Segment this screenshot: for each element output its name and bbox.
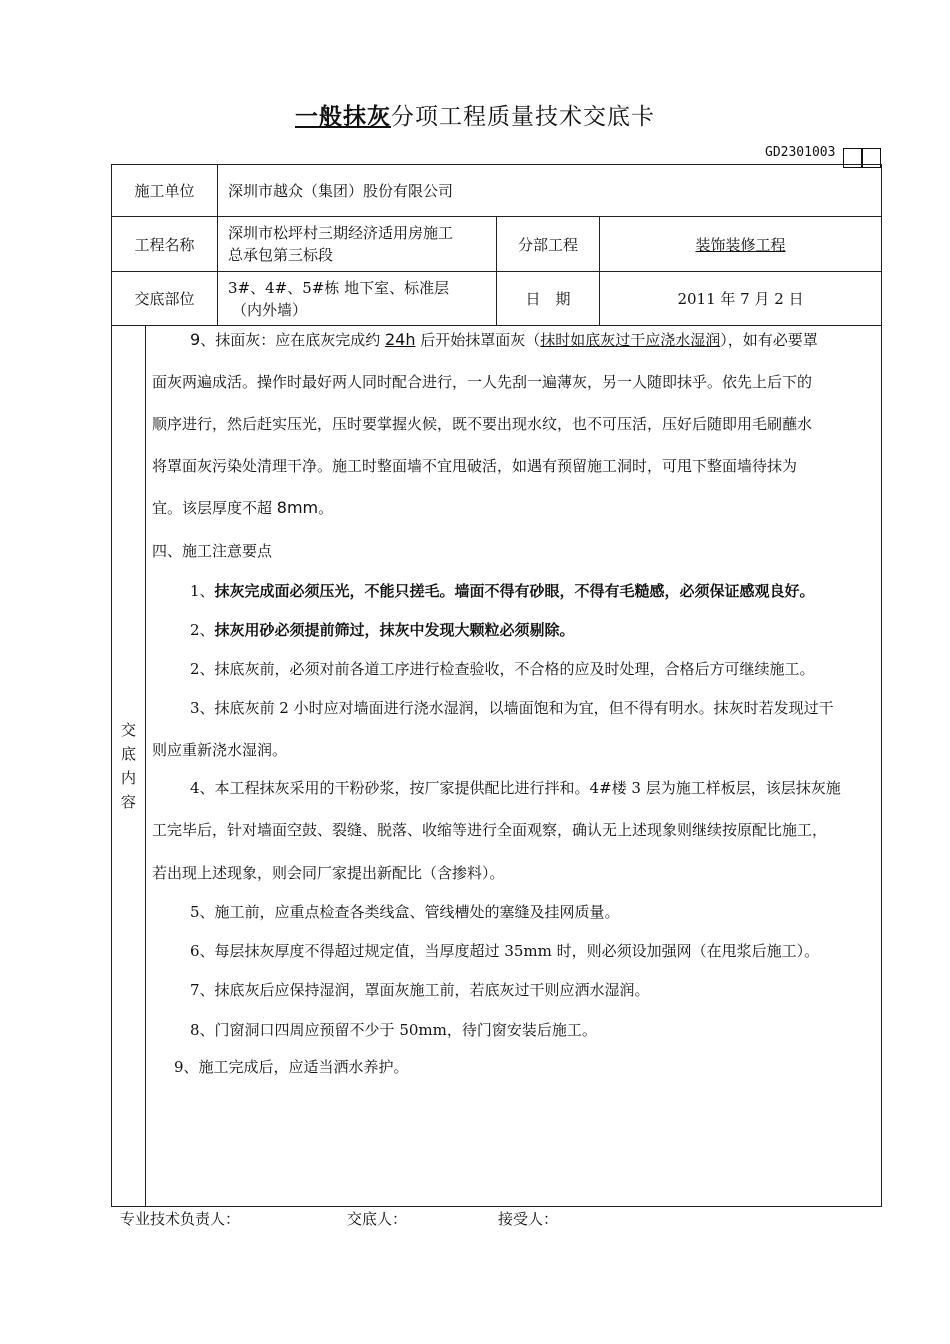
disclosure-table	[111, 164, 882, 1207]
note-5-line2: 工完毕后，针对墙面空鼓、裂缝、脱落、收缩等进行全面观察，确认无上述现象则继续按原配比施工，	[152, 821, 828, 839]
note-5-line1: 4、本工程抹灰采用的干粉砂浆，按厂家提供配比进行拌和。4#楼 3 层为施工样板层，该层抹灰施	[190, 779, 841, 797]
part-label: 交底部位	[112, 272, 218, 326]
doc-code: GD2301003	[765, 145, 836, 160]
footer-giver: 交底人：	[347, 1210, 408, 1228]
p1-line1: 9、抹面灰：应在底灰完成约 24h 后开始抹罩面灰（抹时如底灰过干应浇水湿润），如有必要罩	[190, 330, 818, 349]
project-label: 工程名称	[112, 217, 218, 272]
document-title	[0, 98, 950, 131]
unit-value: 深圳市越众（集团）股份有限公司	[218, 165, 882, 217]
p1-line2: 面灰两遍成活。操作时最好两人同时配合进行，一人先刮一遍薄灰，另一人随即抹乎。依先上后下的	[152, 373, 813, 391]
content-body	[146, 326, 882, 1207]
note-5-line3: 若出现上述现象，则会同厂家提出新配比（含掺料）。	[152, 864, 505, 882]
sub-value: 装饰装修工程	[600, 217, 882, 272]
note-8: 7、抹底灰后应保持湿润，罩面灰施工前，若底灰过干则应洒水湿润。	[190, 981, 650, 999]
note-3: 2、抹底灰前，必须对前各道工序进行检查验收，不合格的应及时处理，合格后方可继续施工。	[190, 660, 815, 678]
note-6: 5、施工前，应重点检查各类线盒、管线槽处的塞缝及挂网质量。	[190, 903, 620, 921]
title-bold: 一般抹灰	[295, 104, 391, 130]
note-1: 1、抹灰完成面必须压光，不能只搓毛。墙面不得有砂眼，不得有毛糙感，必须保证感观良好。	[190, 582, 815, 600]
footer-receiver: 接受人：	[498, 1210, 559, 1228]
p1-line5: 宜。该层厚度不超 8mm。	[152, 498, 334, 517]
project-value: 深圳市松坪村三期经济适用房施工 总承包第三标段	[218, 217, 497, 272]
note-10: 9、施工完成后，应适当洒水养护。	[174, 1058, 409, 1076]
part-value: 3#、4#、5#栋 地下室、标准层 （内外墙）	[218, 272, 497, 326]
note-7: 6、每层抹灰厚度不得超过规定值，当厚度超过 35mm 时，则必须设加强网（在甩浆后施工）。	[190, 942, 820, 960]
p1-line3: 顺序进行，然后赶实压光，压时要掌握火候，既不要出现水纹，也不可压活，压好后随即用毛刷蘸水	[152, 415, 813, 433]
note-4-line1: 3、抹底灰前 2 小时应对墙面进行浇水湿润，以墙面饱和为宜，但不得有明水。抹灰时若发现过干	[190, 699, 834, 717]
sub-label: 分部工程	[497, 217, 600, 272]
unit-label: 施工单位	[112, 165, 218, 217]
section-heading: 四、施工注意要点	[152, 542, 273, 560]
title-rest: 分项工程质量技术交底卡	[391, 104, 655, 130]
date-label: 日 期	[497, 272, 600, 326]
footer-tech-lead: 专业技术负责人：	[120, 1210, 241, 1228]
content-label: 交 底 内 容	[112, 326, 146, 1207]
note-9: 8、门窗洞口四周应预留不少于 50mm，待门窗安装后施工。	[190, 1021, 597, 1039]
note-4-line2: 则应重新浇水湿润。	[152, 741, 288, 759]
date-value: 2011 年 7 月 2 日	[600, 272, 882, 326]
p1-line4: 将罩面灰污染处清理干净。施工时整面墙不宜甩破活，如遇有预留施工洞时，可甩下整面墙待抹为	[152, 457, 798, 475]
note-2: 2、抹灰用砂必须提前筛过，抹灰中发现大颗粒必须剔除。	[190, 621, 575, 639]
